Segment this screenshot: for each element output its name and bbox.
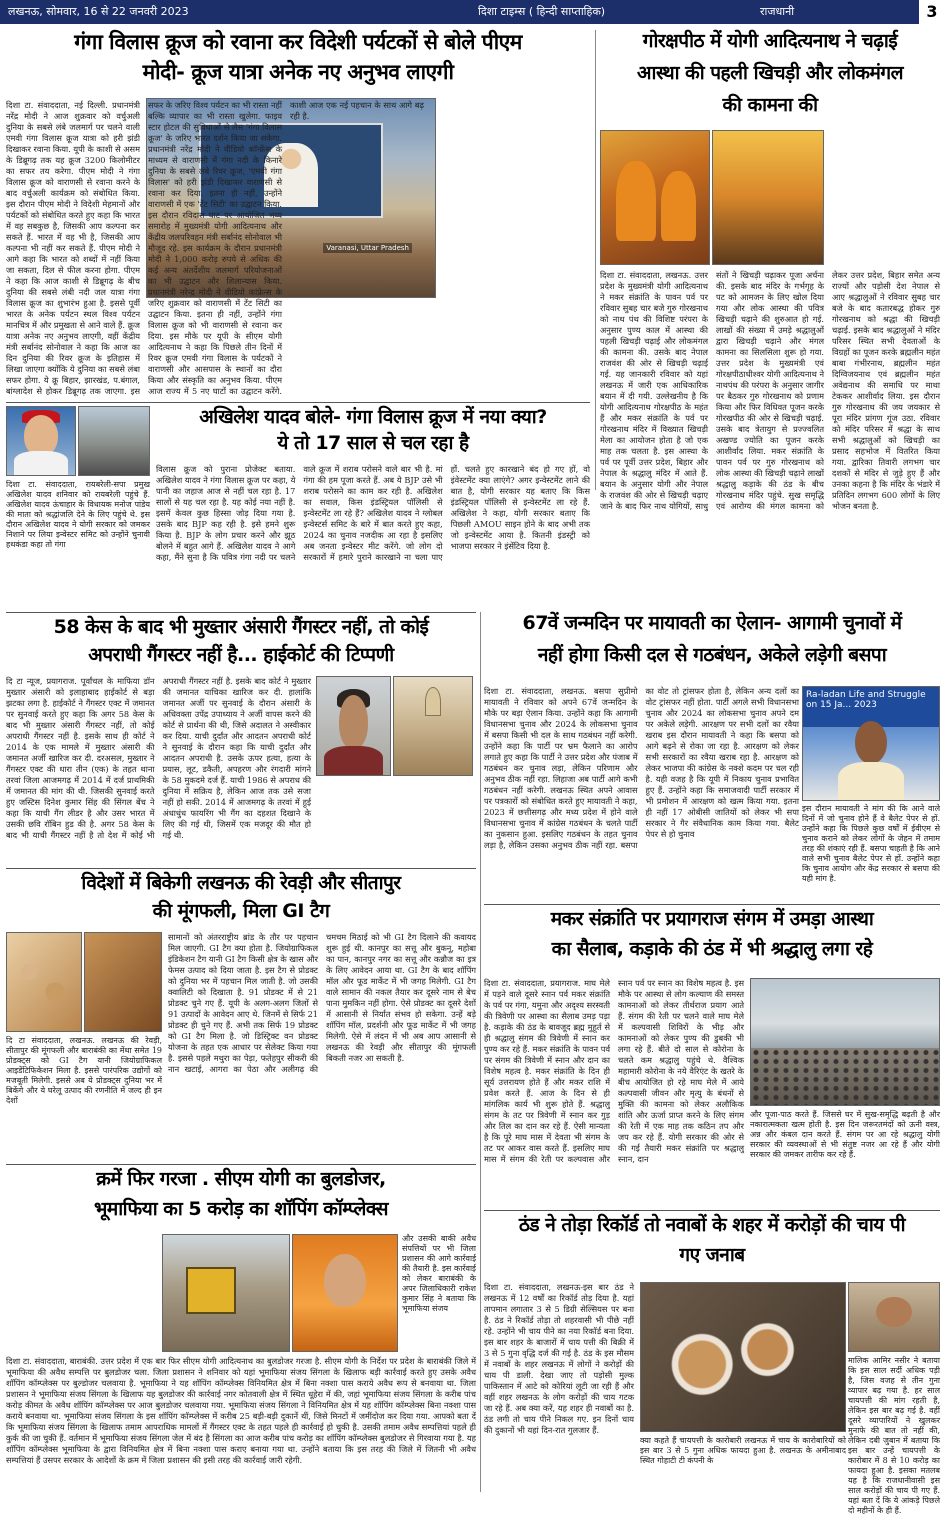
article-headline: का सैलाब, कड़ाके की ठंड में भी श्रद्धालु लगा रहे [551,938,873,960]
cm-yogi-photo [292,1234,398,1352]
article-ganga-vilas [6,30,590,400]
event-banner: Ra-ladan Life and Struggle on 15 Ja... 2023 [803,687,939,727]
photo-caption: इस दौरान मायावती ने मांग की कि आने वाले दिनों में जो चुनाव होने हैं वे बैलेट पेपर से हों. उन्होंने कहा कि पिछले कुछ वर्षों में ईवीएम से चुनाव कराने को लेकर लोगों के जेहन में तमाम तरह की शंकाएं रही हैं. बसपा चाहती है कि आने वाले सभी चुनाव बैलेट पेपर से हों. उन्होंने कहा कि चुनाव आयोग और केंद्र सरकार से बसपा की यही मांग है. [802,804,940,883]
article-divider [6,402,590,403]
article-lead: दिशा टा. संवाददाता, रायबरेली-सपा प्रमुख अखिलेश यादव शनिवार को रायबरेली पहुंचे हैं. अखिलेश यादव ऊंचाहार के विधायक मनोज पांडेय की माता को श्रद्धांजलि देने के लिए पहुंचे थे. इस दौरान अखिलेश यादव ने योगी सरकार को जमकर निशाने पर लिया इन्वेस्टर समिट को उन्होंने चुनावी हथकंडा कहा तो गंगा [6,480,150,549]
article-prayagraj-sangam [484,908,940,1208]
article-divider [6,612,476,613]
article-body: दिशा टा. संवाददाता, बाराबंकी. उत्तर प्रदेश में एक बार फिर सीएम योगी आदित्यनाथ का बुलडोजर गरजा है. सीएम योगी के निर्देश पर प्रदेश के बाराबंकी जिले में भूमाफिया की अवैध सम्पत्ति पर बुलडोजर चला. जिला प्रशासन ने शनिवार को यहां भूमाफिया संजय सिंगला के खिलाफ बड़ी कार्रवाई करते हुए उसके अवैध शॉपिंग कॉम्प्लेक्स पर बुल्डोजर चलवाया है. भूमाफिया ने यह शॉपिंग कॉम्प्लेक्स विनियमित क्षेत्र में बिना नक्शा पास कराये अवैध रूप से बनवाया था. जिला प्रशासन ने भूमाफिया संजय सिंगला के खिलाफ यह बुलडोजर की कार्रवाई नगर कोतवाली क्षेत्र में स्थित धूहेरा में की, जहां भूमाफिया संजय सिंगला के करीब पांच करोड़ कीमत के अवैध शॉपिंग कॉम्प्लेक्स पर आज बुलडोजर चलवाया गया. भूमाफिया संजय सिंगला ने विनियमित क्षेत्र में यह शॉपिंग कॉम्प्लेक्स बिना नक्शा पास कराये बनवाया था. भूमाफिया संजय सिंगला के इस शॉपिंग कॉम्प्लेक्स में करीब 25 बड़ी-बड़ी दुकानें थीं, जिसे मिनटों में जमींदोज कर दिया गया. आपको बता दें कि भूमाफिया संजय सिंगला के खिलाफ तमाम आपराधिक मामलों में गैंगस्टर एक्ट के तहत पहले ही कार्रवाई हो चुकी है. उसकी तमाम अवैध सम्पत्तियां पहले ही कुर्क की जा चुकी हैं. वर्तमान में भूमाफिया संजय सिंगला जेल में बंद है सिंगला का आज करीब पांच करोड़ का शॉपिंग कॉम्प्लेक्स बुलडोजर से गिरवाया गया है. यह शॉपिंग कॉम्प्लेक्स भूमाफिया के द्वारा विनियमित क्षेत्र में बिना नक्शा पास कराए बनाया गया था. उन्होंने बताया कि इस तरह की जिले में जितनी भी अवैध सम्पत्तियां हैं उसपर सरकार के आदेशों के क्रम में जिला प्रशासन की इसी तरह की कार्रवाई जारी रहेगी. [6,1356,476,1465]
revdi-photo [6,932,82,1032]
article-headline: अपराधी गैंगस्टर नहीं है... हाईकोर्ट की टिप्पणी [88,644,394,666]
article-headline: क्रमें फिर गरजा . सीएम योगी का बुलडोजर, [96,1168,386,1190]
mayawati-photo [802,686,940,801]
article-sidebar: मालिक आमिर नसीर ने बताया कि इस साल सर्दी अधिक पड़ी है, जिस वजह से तीन गुना व्यापार बढ़ गया है. हर साल चायपत्ती की मांग रहती है, लेकिन इस बार बढ़ गई है. वहीं दूसरे व्यापारियों ने खुलकर मुनाफे की बात तो नहीं की, लेकिन दबी जुबान में बताया कि इस बार उन्हें चायपत्ती के कारोबार में 8 से 10 करोड़ का फायदा हुआ है. इसका मतलब यह है कि राजधानीवासी इस साल करोड़ों की चाय पी गए हैं. यहां बता दें कि ये आंकड़े पिछले दो महीनों के ही हैं. [848,1356,940,1515]
article-headline: 58 केस के बाद भी मुख्तार अंसारी गैंगस्टर नहीं, तो कोई [53,616,429,638]
article-headline: भूमाफिया का 5 करोड़ का शॉपिंग कॉम्प्लेक्स [93,1198,389,1220]
article-headline: की कामना की [722,94,818,116]
article-headline: विदेशों में बिकेगी लखनऊ की रेवड़ी और सीतापुर [81,872,401,894]
yogi-khichdi-photo [600,130,710,265]
article-headline: ठंड ने तोड़ा रिकॉर्ड तो नवाबों के शहर में करोड़ों की चाय पी [518,1214,906,1236]
section-name: राजधानी [760,5,795,18]
article-headline: अखिलेश यादव बोले- गंगा विलास क्रूज में नया क्या? [199,406,547,428]
issue-date: लखनऊ, सोमवार, 16 से 22 जनवरी 2023 [8,5,189,18]
article-body: दिशा टा. संवाददाता, लखनऊ. उत्तर प्रदेश के मुख्यमंत्री योगी आदित्यनाथ ने मकर संक्रांति के पावन पर्व पर रविवार सुबह चार बजे गुरु गोरखनाथ को नाथ पंथ की विशिष्ट परंपरा के अनुसार पुण्य काल में आस्था की पहली खिचड़ी चढ़ाई और लोकमंगल की कामना की. उसके बाद नेपाल राजवंश की ओर से खिचड़ी चढ़ाई गई. यह जानकारी रविवार को यहां लखनऊ में जारी एक आधिकारिक बयान में दी गयी. उल्लेखनीय है कि योगी आदित्यनाथ गोरक्षपीठ के महंत हैं और मकर संक्रांति के पर्व पर गोरखनाथ मंदिर में विख्यात खिचड़ी मेला का आयोजन होता है जो एक माह तक चलता है. इस आस्था के पर्व पर पूर्वी उत्तर प्रदेश, बिहार और नेपाल के श्रद्धालु मंदिर में आते हैं. बयान के अनुसार योगी और नेपाल के राजवंश की ओर से खिचड़ी चढ़ाए जाने के बाद फिर नाथ योगियों, साधु संतों ने खिचड़ी चढ़ाकर पूजा अर्चना की. इसके बाद मंदिर के गर्भगृह के पट को आमजन के लिए खोल दिया गया और लोक आस्था की पवित्र खिचड़ी चढ़ाने की शुरुआत हो गई. लाखों की संख्या में उमड़े श्रद्धालुओं द्वारा खिचड़ी चढ़ाने और मंगल कामना का सिलसिला शुरू हो गया. उत्तर प्रदेश के मुख्यमंत्री एवं गोरक्षपीठाधीश्वर योगी आदित्यनाथ ने नाथपंथ की परंपरा के अनुसार जागीर पर बैठकर गुरु गोरखनाथ को प्रणाम किया और फिर विधिवत पूजन करके गोरखपीठ की ओर से खिचड़ी चढ़ाई. उसके बाद त्रेतायुग से प्रज्ज्वलित अखण्ड ज्योति का पूजन करके आशीर्वाद लिया. मकर संक्रांति के पावन पर्व पर गुरु गोरखनाथ को लोक आस्था की खिचड़ी चढ़ाने लाखों श्रद्धालु कड़ाके की ठंड के बीच गोरखनाथ मंदिर पहुंचे. सुख समृद्धि एवं आरोग्य की मंगल कामना को लेकर उत्तर प्रदेश, बिहार समेत अन्य राज्यों और पड़ोसी देश नेपाल से आए श्रद्धालुओं ने रविवार सुबह चार बजे के बाद कतारबद्ध होकर गुरु गोरखनाथ को श्रद्धा की खिचड़ी चढ़ाई. इसके बाद श्रद्धालुओं ने मंदिर परिसर स्थित सभी देवताओं के विग्रहों का पूजन करके ब्रह्मलीन महंत बाबा गंभीरनाथ, ब्रह्मलीन महंत दिग्विजयनाथ एवं ब्रह्मलीन महंत अवेद्यनाथ की समाधि पर माथा टेककर आशीर्वाद लिया. इस दौरान गुरु गोरखनाथ की जय जयकार से पूरा मंदिर प्रांगण गूंज उठा. रविवार को मंदिर परिसर में श्रद्धा के साथ सभी श्रद्धालुओं को खिचड़ी का प्रसाद सहभोज में वितरित किया गया. द्वारिका तिवारी लगभग चार दशकों से मंदिर से जुड़े हुए हैं और उनका कहना है कि मंदिर के भंडारे में प्रतिदिन लगभग 600 लोगों के लिए भोजन बनता है. [600,270,940,511]
article-gi-tag [6,872,476,1162]
article-sidebar: और उसकी बाकी अवैध संपत्तियों पर भी जिला प्रशासन की आगे कार्रवाई की तैयारी है. इस कार्रवाई को लेकर बाराबंकी के अपर जिलाधिकारी राकेश कुमार सिंह ने बताया कि भूमाफिया संजय [402,1234,476,1313]
article-akhilesh [6,406,590,606]
column-divider [480,612,481,1492]
article-divider [6,1164,476,1165]
article-headline: मकर संक्रांति पर प्रयागराज संगम में उमड़ा आस्था [550,908,874,930]
article-body: दिशा टा. संवाददाता, लखनऊ. बसपा सुप्रीमो मायावती ने रविवार को अपने 67वें जन्मदिन के मौके पर बड़ा ऐलान किया. उन्होंने कहा कि आगामी विधानसभा चुनाव और 2024 के लोकसभा चुनाव में बसपा किसी भी दल के साथ गठबंधन नहीं करेगी. उन्होंने कहा कि पार्टी पर भ्रम फैलाने का आरोप लगाते हुए कहा कि पार्टी ने उत्तर प्रदेश और पंजाब में गठबंधन कर चुनाव लड़ा, लेकिन परिणाम और अनुभव ठीक नहीं रहा. लिहाजा अब पार्टी आगे कभी गठबंधन नहीं करेगी. लखनऊ स्थित अपने आवास पर पत्रकारों को संबोधित करते हुए मायावती ने कहा, 2023 में छत्तीसगढ़ और मध्य प्रदेश में होने वाले विधानसभा चुनाव में कांग्रेस गठबंधन के चलते पार्टी का नुकसान हुआ. इसलिए गठबंधन के तहत चुनाव लड़ा है, लेकिन उसका अनुभव ठीक नहीं रहा. बसपा का वोट तो ट्रांसफर होता है, लेकिन अन्य दलों का वोट ट्रांसफर नहीं होता. पार्टी अगले सभी विधानसभा चुनाव और 2024 का लोकसभा चुनाव अपने दम पर अकेले लड़ेगी. आरक्षण पर सभी दलों का रवैया खराब इस दौरान मायावती ने कहा कि बसपा को आगे बढ़ने से रोका जा रहा है. आरक्षण को लेकर सभी सरकारों का रवैया खराब रहा है. आरक्षण को लेकर भाजपा की कांग्रेस के नक्शे कदम पर चल रही है. यही वजह है कि यूपी में निकाय चुनाव प्रभावित हुए हैं. उन्होंने कहा कि समाजवादी पार्टी सरकार में भी प्रमोशन में आरक्षण को खत्म किया गया. इतना ही नहीं 17 ओबीसी जातियों को लेकर भी सपा सरकार ने गैर संवैधानिक काम किया गया. बैलेट पेपर से हो चुनाव [484,686,799,850]
article-body: दि टा न्यूज, प्रयागराज. पूर्वांचल के माफिया डॉन मुख्तार अंसारी को इलाहाबाद हाईकोर्ट से बड़ा झटका लगा है. हाईकोर्ट ने गैंगस्टर एक्ट में जमानत पर सुनवाई करते हुए कहा कि अगर 58 केस के बाद भी मुख्तार अंसारी गैंगस्टर नहीं, तो कोई अपराधी गैंगस्टर नहीं है. इसके साथ ही कोर्ट ने 2014 के एक मामले में मुख्तार अंसारी की जमानत अर्जी खारिज कर दी. दरअसल, मुख्तार ने गैंगस्टर एक्ट की धारा तीन (एक) के तहत थाना तरवां जिला आजमगढ़ में 2014 में दर्ज प्राथमिकी में जमानत की मांग की थी. जिसकी सुनवाई करते हुए जस्टिस दिनेश कुमार सिंह की सिंगल बेंच ने कहा कि याची गैंग लीडर है और उसर भारत में उसकी छवि रॉबिन हुड की है. अगर 58 केस के बाद भी याची गैंगस्टर नहीं है तो देश में कोई भी अपराधी गैंगस्टर नहीं है. इसके बाद कोर्ट ने मुख्तार की जमानत याचिका खारिज कर दी. हालांकि जमानत अर्जी पर सुनवाई के दौरान अंसारी के अधिवक्ता उपेंद्र उपाध्याय ने अर्जी वापस करने की कोर्ट से प्रार्थना की थी, जिसे अदालत ने अस्वीकार कर दिया. याची दुर्दांत और आदतन अपराधी कोर्ट ने सुनवाई के दौरान कहा कि याची दुर्दांत और आदतन अपराधी है. उसके ऊपर हत्या, हत्या के प्रयास, लूट, डकैती, अपहरण और रंगदारी मांगने के 58 मुकदमे दर्ज हैं. याची 1986 से अपराध की दुनिया में सक्रिय है, लेकिन आज तक उसे सजा नहीं हो सकी. 2014 में आजमगढ़ के तरवां में हुई अंधाधुंध फायरिंग भी गैंग का दहशत दिखाने के लिए की गई थी, जिसमें एक मजदूर की मौत हो गई थी. [6,676,311,840]
article-headline: आस्था की पहली खिचड़ी और लोकमंगल [637,62,903,84]
photo-location-label: Varanasi, Uttar Pradesh [323,243,412,253]
page-number: 3 [919,0,945,24]
article-headline: गंगा विलास क्रूज को रवाना कर विदेशी पर्यटकों से बोले पीएम [74,30,522,54]
article-headline: 67वें जन्मदिन पर मायावती का ऐलान- आगामी चुनावों में [522,612,902,634]
article-body: विलास क्रूज को पुराना प्रोजेक्ट बताया. अखिलेश यादव ने गंगा विलास क्रूज पर कहा, ये पानी का जहाज आज से नहीं चल रहा है. 17 सालों से यह चल रहा है. यह कोई नया नहीं है. इसमें केवल कुछ हिस्सा जोड़ दिया गया है. उसके बाद BJP कह रही है. इसे हमने शुरू किया है. BJP के लोग प्रचार करने और झूठ बोलने में बहुत आगे हैं. अखिलेश यादव ने आगे कहा, मैंने सुना है कि पवित्र गंगा नदी पर चलने वाले क्रूज में शराब परोसने वाले बार भी है. मां गंगा की हम पूजा करते हैं. अब ये BJP उसे भी शराब परोसने का काम कर रही है. अखिलेश का सवाल, किस इंडस्ट्रियल पॉलिसी से इन्वेस्टमेंट ला रहे हैं? अखिलेश यादव ने ग्लोबल इन्वेस्टर्स समिट के बारे में बात करते हुए कहा, 2024 का चुनाव नजदीक आ रहा है इसलिए अब जनता इन्वेस्टर मीट करेंगे. जो लोग दो सरकारों में हमारे पुराने कारखाने ना चला पाए हों. चलते हुए कारखाने बंद हो गए हों, वो इंवेस्टमेंट क्या लाएंगे? अगर इन्वेस्टमेंट लाने की बात है, योगी सरकार यह बताए कि किस इंडस्ट्रियल पॉलिसी से इन्वेस्टमेंट ला रहे हैं. अखिलेश ने कहा, योगी सरकार बताए कि पिछली AMOU साइन होने के बाद अभी तक जो इन्वेस्टमेंट आया है. कितनी इंडस्ट्री को भाजपा सरकार ने इंसेंटिव दिया है. [156,464,590,562]
high-court-photo [393,676,473,776]
bulldozer-demolition-photo [162,1234,290,1352]
gorakhnath-temple-photo [712,130,824,265]
bulldozer-left-column-wrap [6,1234,156,1354]
article-mukhtar-ansari [6,616,476,866]
article-lead: दि टा संवाददाता, लखनऊ. लखनऊ की रेवड़ी, सीतापुर की मूंगफली और बाराबंकी का मेंथा समेत 19 प्रोडक्ट्स को GI टैग यानी जियोग्राफिकल आइडेंटिफिकेशन मिला है. इससे पारंपरिक उद्योगों को मजबूती मिलेगी. इससे अब ये प्रोडक्ट्स दुनिया भर में बिकेंगे और ये घरेलू उत्पाद की रणनीति में जल्द ही इन देशों [6,1036,162,1105]
article-lucknow-tea [484,1214,940,1515]
sangam-crowd-photo [750,978,940,1106]
article-headline: नहीं होगा किसी दल से गठबंधन, अकेले लड़ेगी बसपा [537,644,887,666]
photo-caption: क्या कहते हैं चायपत्ती के कारोबारी लखनऊ में चाय के कारोबारियों को इस बार 3 से 5 गुना अधिक फायदा हुआ है. लखनऊ के अमीनाबाद स्थित गोहाटी टी कंपनी के [640,1436,846,1465]
article-headline: गोरक्षपीठ में योगी आदित्यनाथ ने चढ़ाई [642,30,898,52]
article-headline: ये तो 17 साल से चल रहा है [277,432,469,454]
article-mayawati [484,612,940,902]
mukhtar-ansari-photo [316,676,391,776]
akhilesh-yadav-photo [6,406,76,476]
article-divider [6,868,476,869]
tea-merchant-photo [848,1282,940,1352]
photo-caption: और पूजा-पाठ करते हैं. जिससे घर में सुख-समृद्धि बढ़ती है और नकारात्मकता खत्म होती है. इस दिन जरूरतमंदों को ऊनी वस्त्र, अन्न और कंबल दान करते हैं. संगम पर आ रहे श्रद्धालु योगी सरकार की व्यवस्थाओं से भी संतुष्ट नजर आ रहे हैं और योगी सरकार की जमकर तारीफ कर रहे हैं. [750,1110,940,1159]
article-body: दिशा टा. संवाददाता, नई दिल्ली. प्रधानमंत्री नरेंद्र मोदी ने आज शुक्रवार को वर्चुअली दुनिया के सबसे लंबे जलमार्ग पर चलने वाली एमवी गंगा विलास क्रूज यात्रा को हरी झंडी दिखाकर रवाना किया. यूपी के काशी से असम के डिब्रूगढ़ तक यह क्रूज 3200 किलोमीटर का सफर तय करेगा. पीएम मोदी ने गंगा विलास क्रूज को वाराणसी से रवाना करने के बाद वर्चुअली कार्यक्रम को संबोधित किया. इस दौरान पीएम मोदी ने विदेशी मेहमानों और पर्यटकों को संबोधित करते हुए कहा कि भारत में वह सबकुछ है, जिसकी आप कल्पना कर सकते हैं. भारत में वह भी है, जिसकी आप कल्पना भी नहीं कर सकते हैं. पीएम मोदी ने आगे कहा कि भारत को शब्दों में नहीं किया जा सकता, दिल से फील करना होगा. पीएम ने कहा कि आज काशी से डिब्रूगढ़ के बीच दुनिया की सबसे लंबी नदी जल यात्रा गंगा विलास क्रूज का शुभारंभ हुआ है. इससे पूर्वी भारत के अनेक पर्यटन स्थल विश्व पर्यटन मानचित्र में और प्रमुखता से आने वाले हैं. क्रूज यात्रा अनेक नए अनुभव लाएगी, वहीं केंद्रीय मंत्री सर्बानंद सोनोवाल ने कहा कि आज का दिन दुनिया की रिवर क्रूज के इतिहास में लिखा जाएगा क्योंकि ये दुनिया का सबसे लंबा सफर होगा. ये क्रू बिहार, झारखंड, प.बंगाल, बांग्लादेश से होकर डिब्रूगढ़ तक जाएगा. इस जरिए शुक्रवार को वाराणसी में टेंट सिटी का उद्घाटन किया. इतना ही नहीं, उन्होंने गंगा विलास क्रूज को भी वाराणसी से रवाना कर दिया. इस मौके पर यूपी के सीएम योगी आदित्यनाथ ने कहा कि पिछले तीन दिनों में रिवर क्रूज एमवी गंगा विलास के पर्यटकों ने वाराणसी और आसपास के स्थानों का दौरा किया और संस्कृति का अनुभव किया. पीएम आज राज्य में 5 नए घाटों का उद्घाटन करेंगे. [6,100,282,396]
peanut-photo [84,932,162,1032]
article-body: दिशा टा. संवाददाता, लखनऊ-इस बार ठंड ने लखनऊ में 12 वर्षों का रिकॉर्ड तोड़ दिया है. यहां तापमान लगातार 3 से 5 डिग्री सेल्सियस पर बना है. ठंड ने रिकॉर्ड तोड़ा तो शहरवासी भी पीछे नहीं रहे. उन्होंने भी चाय पीने का नया रिकॉर्ड बना दिया. इस बार शहर के बाजारों में चाय पत्ती की बिक्री में 3 से 5 गुना वृद्धि दर्ज की गई है. ठंड के इस मौसम में नवाबों के शहर लखनऊ में लोगों ने करोड़ों की चाय पी डाली. देखा जाए तो पड़ोसी मुल्क पाकिस्तान में आटे को कोरियां लूटी जा रही हैं और वहीं शहर लखनऊ के लोग करोड़ों की चाय गटक जा रहे हैं. अब क्या करें, यह शहर ही नवाबों का है. ठंड लगी तो चाय पीने निकल गए. इन दिनों चाय की दुकानों भी यहां दिन-रात गुलजार हैं. [484,1282,634,1435]
article-gorakshpeeth [600,30,940,610]
article-headline: गए जनाब [679,1244,745,1266]
column-divider [595,30,596,490]
article-divider [484,1210,940,1211]
tea-cups-photo [640,1282,846,1432]
page-masthead [0,0,945,24]
article-headline: की मूंगफली, मिला GI टैग [152,900,330,922]
article-headline: मोदी- क्रूज यात्रा अनेक नए अनुभव लाएगी [142,60,454,84]
city-view-photo [78,406,150,476]
article-body: दिशा टा. संवाददाता, प्रयागराज. माघ मेले में पड़ने वाले दूसरे स्नान पर्व मकर संक्रांति के पर्व पर गंगा, यमुना और अदृश्य सरस्वती की त्रिवेणी पर आस्था का सैलाब उमड़ पड़ा है. कड़ाके की ठंड के बावजूद ब्रह्म मुहूर्त से ही श्रद्धालु संगम की त्रिवेणी में स्नान कर पुण्य कर रहे हैं. मकर संक्रांति के पावन पर्व पर संगम की त्रिवेणी में स्नान और दान का विशेष महत्व है. मकर संक्रांति के दिन ही सूर्य उत्तरायण होते हैं और मकर राशि में प्रवेश करते हैं. आज के दिन से ही मांगलिक कार्य भी शुरू होते हैं. श्रद्धालु संगम के तट पर त्रिवेणी में स्नान कर गुड़ और तिल का दान कर रहे हैं. ऐसी मान्यता है कि पूरे माघ मास में देवता भी संगम के तट पर आकर वास करते हैं. इसलिए माघ मास में संगम की रेती पर कल्पवास और स्नान पर्व पर स्नान का विशेष महत्व है. इस मौके पर आस्था से लोग कल्याण की समस्त कामनाओं को लेकर तीर्थराज प्रयाग आते हैं. संगम की रेती पर चलने वाले माघ मेले में कल्पवासी शिविरों के भीड़ और कामनाओं को लेकर पुण्य की डुबकी भी लगा रहे हैं. बीते दो साल से कोरोना के चलते कम श्रद्धालु पहुंचे थे. वैश्विक महामारी कोरोना के नये वैरिएंट के खतरे के बीच आयोजित हो रहे माघ मेले में आये कल्पवासी जीवन और मृत्यु के बंधनों से मुक्ति की कामना को लेकर अलौकिक शांति और ऊर्जा प्राप्त करने के लिए संगम की रेती में एक माह तक कठिन तप और जप कर रहे हैं. योगी सरकार की ओर से की गई तैयारी मकर संक्रांति पर श्रद्धालु स्नान, दान [484,978,744,1164]
article-divider [484,904,940,905]
article-body: सामानों को अंतरराष्ट्रीय ब्रांड के तौर पर पहचान मिल जाएगी. GI टैग क्या होता है. जियोग्राफिकल इंडिकेशन टैग यानी GI टैग किसी क्षेत्र के खास और फेमस उत्पाद को दिया जाता है. इस टैग से प्रोडक्ट को दुनिया भर में पहचान मिल जाती है. जो उसकी क्वालिटी को दिखाता है. 91 प्रोडक्ट में से 21 प्रोडक्ट चुने गए हैं. यूपी के अलग-अलग जिलों से 91 उत्पादों के आवेदन आए थे. जिनमें से सिर्फ 21 प्रोडक्ट ही चुने गए हैं. अभी तक सिर्फ 19 प्रोडक्ट को GI टैग मिला है. जो डिस्ट्रिक्ट वन प्रोडक्ट योजना के तहत एक आधार पर सेलेक्ट किया गया है. इससे पहले मथुरा का पेड़ा, फतेहपुर सीकरी की नान खटाई, आगरा का पेठा और अलीगढ़ की चमचम मिठाई को भी GI टैग दिलाने की कवायद शुरू हुई थी. कानपुर का सत्तू और बुकनू, महोबा का पान, कानपुर नगर का सत्तू और कन्नौज का इत्र के लिए आवेदन आया था. GI टैग के बाद शॉपिंग मॉल और फूड मार्केट में भी जगह मिलेगी. GI टैग वाले सामान की नकल तैयार कर दूसरे नाम से बेच पाना मुमकिन नहीं होगा. ऐसे प्रोडक्ट का दूसरे देशों में आसानी से निर्यात संभव हो सकेगा. उन्हें बड़े शॉपिंग मॉल, प्रदर्शनी और फूड मार्केट में भी जगह मिलेगी. ऐसे में लंदन में भी अब आप आसानी से लखनऊ की रेवड़ी और सीतापुर की मूंगफली बिकती नजर आ सकती है. [168,932,476,1074]
newspaper-name: दिशा टाइम्स ( हिन्दी साप्ताहिक) [478,5,606,18]
